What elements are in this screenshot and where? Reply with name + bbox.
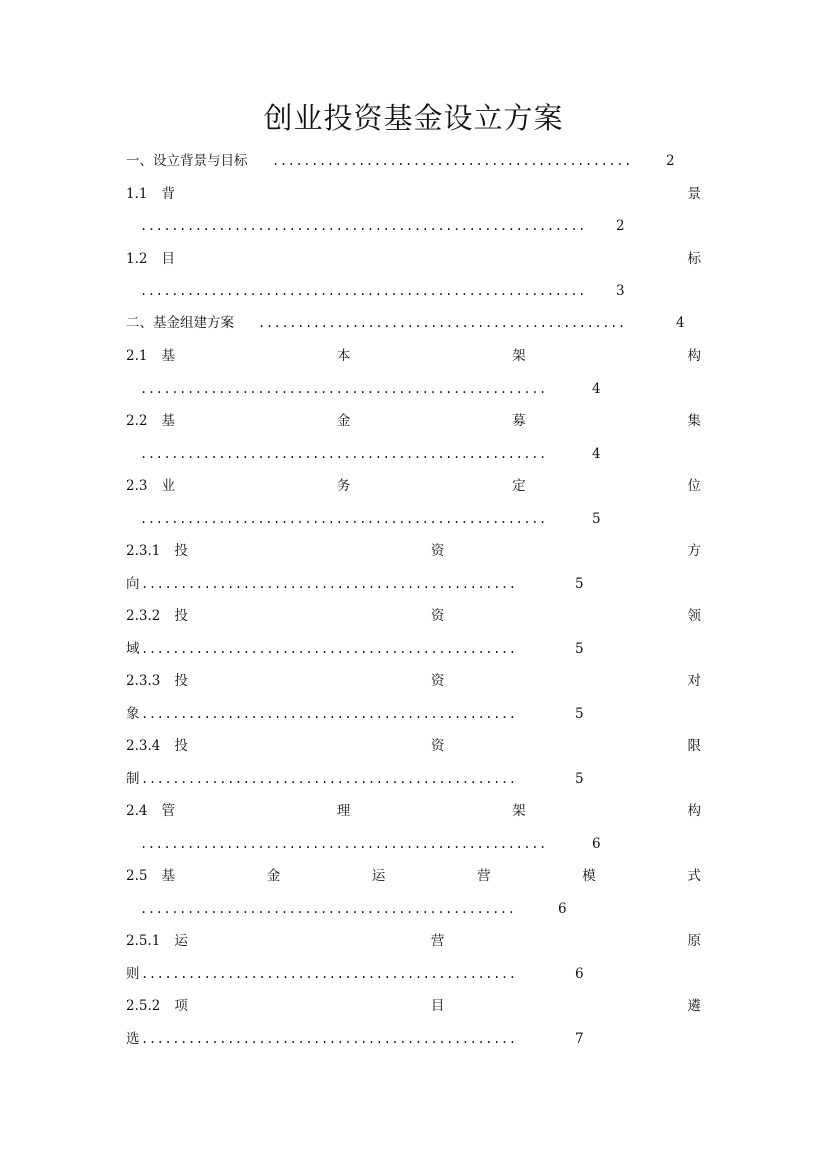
toc-s2-2-char: 基: [161, 413, 175, 429]
toc-s2-dots: ...............................................: [258, 316, 626, 330]
toc-s2-3-3-char: 投: [174, 673, 188, 689]
toc-s2-3-4-page: 5: [575, 771, 584, 787]
toc-s2-5-2-tail: 选: [126, 1031, 140, 1047]
toc-s1-2-heading: [126, 250, 701, 268]
toc-s2-2-char: 集: [687, 413, 701, 429]
toc-s2-5-1-char: 运: [174, 933, 188, 949]
toc-s2-3-2-tail: 域: [126, 641, 140, 657]
toc-s2-3-3-number: 2.3.3: [126, 673, 161, 689]
toc-s2-5-2-dots: ................................................: [141, 1032, 517, 1046]
toc-s2-3-4-number: 2.3.4: [126, 738, 161, 754]
toc-s2-3-2-heading: [126, 607, 701, 625]
toc-s2-3-char: 位: [687, 478, 701, 494]
toc-s2-3-heading: [126, 477, 701, 495]
toc-s2-5-2-page: 7: [575, 1031, 584, 1047]
toc-s2-4-heading: [126, 802, 701, 820]
toc-s2-3-3-page: 5: [575, 706, 584, 722]
toc-s2-3-4-char: 投: [174, 738, 188, 754]
toc-s2-2-number: 2.2: [126, 413, 148, 429]
toc-s2-4-char: 理: [336, 803, 351, 819]
toc-s2-3-char: 务: [336, 478, 351, 494]
toc-s2-5-char: 金: [266, 868, 281, 884]
toc-s1-1-page: 2: [616, 218, 625, 234]
toc-s2-1-heading: [126, 347, 701, 365]
toc-s1-1-dots: .........................................................: [140, 219, 587, 233]
toc-s2-5-char: 营: [477, 868, 491, 884]
toc-s2-5-1-number: 2.5.1: [126, 933, 161, 949]
toc-s2-5-1-char: 营: [430, 933, 445, 949]
toc-s2-5-1-tail: 则: [126, 966, 140, 982]
toc-s2-5-2-number: 2.5.2: [126, 998, 161, 1014]
toc-s2-3-dots: ....................................................: [140, 512, 547, 526]
toc-s2-1-char: 基: [161, 348, 175, 364]
toc-s1-2-page: 3: [616, 283, 625, 299]
toc-s2-5-char: 基: [161, 868, 175, 884]
toc-s2-5-1-char: 原: [687, 933, 701, 949]
toc-s2-3-4-heading: [126, 737, 701, 755]
toc-s1-label: 一、设立背景与目标: [126, 153, 248, 169]
toc-s2-5-2-heading: [126, 997, 701, 1015]
toc-s2-5-2-char: 目: [430, 998, 445, 1014]
toc-s2-5-heading: [126, 867, 701, 885]
toc-s2-3-3-tail: 象: [126, 706, 140, 722]
toc-s2-1-number: 2.1: [126, 348, 148, 364]
toc-s2-3-1-page: 5: [575, 576, 584, 592]
toc-s2-5-number: 2.5: [126, 868, 148, 884]
toc-s1-page: 2: [666, 153, 675, 169]
toc-s2-3-1-char: 投: [174, 543, 188, 559]
toc-s2-4-dots: ....................................................: [140, 837, 547, 851]
toc-s2-3-char: 业: [161, 478, 175, 494]
toc-s2-3-2-char: 领: [687, 608, 701, 624]
toc-s2-5-dots: ................................................: [140, 902, 516, 916]
toc-s2-3-1-tail: 向: [126, 576, 140, 592]
toc-s2-3-1-dots: ................................................: [141, 577, 517, 591]
toc-s2-3-4-dots: ................................................: [141, 772, 517, 786]
toc-s2-5-1-heading: [126, 932, 701, 950]
toc-s2-3-3-dots: ................................................: [141, 707, 517, 721]
toc-s2-3-1-heading: [126, 542, 701, 560]
toc-s2-3-3-char: 资: [430, 673, 445, 689]
toc-s2-3-3-heading: [126, 672, 701, 690]
toc-s2-label: 二、基金组建方案: [126, 315, 234, 331]
toc-s2-5-char: 运: [371, 868, 386, 884]
toc-s2-3-1-char: 资: [430, 543, 445, 559]
toc-s2-page: 4: [676, 315, 685, 331]
toc-s2-3-2-dots: ................................................: [141, 642, 517, 656]
toc-s1-1-char: 背: [161, 186, 175, 202]
toc-s2-5-1-dots: ................................................: [141, 967, 517, 981]
toc-s2-5-page: 6: [558, 901, 567, 917]
document-title: 创业投资基金设立方案: [263, 101, 564, 135]
toc-s2-3-2-char: 资: [430, 608, 445, 624]
toc-s1-1-char: 景: [687, 186, 701, 202]
toc-s2-3-4-char: 资: [430, 738, 445, 754]
toc-s2-3-page: 5: [592, 511, 601, 527]
toc-s2-2-dots: ....................................................: [140, 447, 547, 461]
toc-s2-3-4-tail: 制: [126, 771, 140, 787]
toc-s2-3-1-char: 方: [687, 543, 701, 559]
toc-s2-1-char: 构: [687, 348, 701, 364]
toc-s1-2-char: 标: [687, 251, 701, 267]
toc-s2-2-page: 4: [592, 446, 601, 462]
toc-s2-4-page: 6: [592, 836, 601, 852]
toc-s1-1-number: 1.1: [126, 186, 148, 202]
toc-s2-1-page: 4: [592, 381, 601, 397]
toc-s2-4-char: 架: [512, 803, 526, 819]
toc-s2-3-1-number: 2.3.1: [126, 543, 161, 559]
toc-s2-3-number: 2.3: [126, 478, 148, 494]
toc-s2-4-number: 2.4: [126, 803, 148, 819]
toc-s2-3-3-char: 对: [687, 673, 701, 689]
toc-s1-2-number: 1.2: [126, 251, 148, 267]
toc-s2-2-heading: [126, 412, 701, 430]
toc-s2-3-2-char: 投: [174, 608, 188, 624]
toc-s2-3-2-page: 5: [575, 641, 584, 657]
toc-s2-1-char: 本: [336, 348, 351, 364]
toc-s2-5-1-page: 6: [575, 966, 584, 982]
toc-s2-1-char: 架: [512, 348, 526, 364]
toc-s1-2-char: 目: [161, 251, 175, 267]
toc-s2-5-char: 式: [687, 868, 701, 884]
toc-s2-2-char: 募: [512, 413, 526, 429]
toc-s2-3-char: 定: [512, 478, 526, 494]
toc-s2-3-2-number: 2.3.2: [126, 608, 161, 624]
toc-s1-dots: ..............................................: [272, 154, 632, 168]
toc-s2-5-char: 模: [582, 868, 596, 884]
toc-s2-1-dots: ....................................................: [140, 382, 547, 396]
toc-s2-2-char: 金: [336, 413, 351, 429]
toc-s2-5-2-char: 项: [174, 998, 188, 1014]
toc-s2-3-4-char: 限: [687, 738, 701, 754]
toc-s1-2-dots: .........................................................: [140, 284, 587, 298]
toc-s2-4-char: 构: [687, 803, 701, 819]
toc-s2-4-char: 管: [161, 803, 175, 819]
toc-s1-1-heading: [126, 185, 701, 203]
toc-s2-5-2-char: 遴: [687, 998, 701, 1014]
